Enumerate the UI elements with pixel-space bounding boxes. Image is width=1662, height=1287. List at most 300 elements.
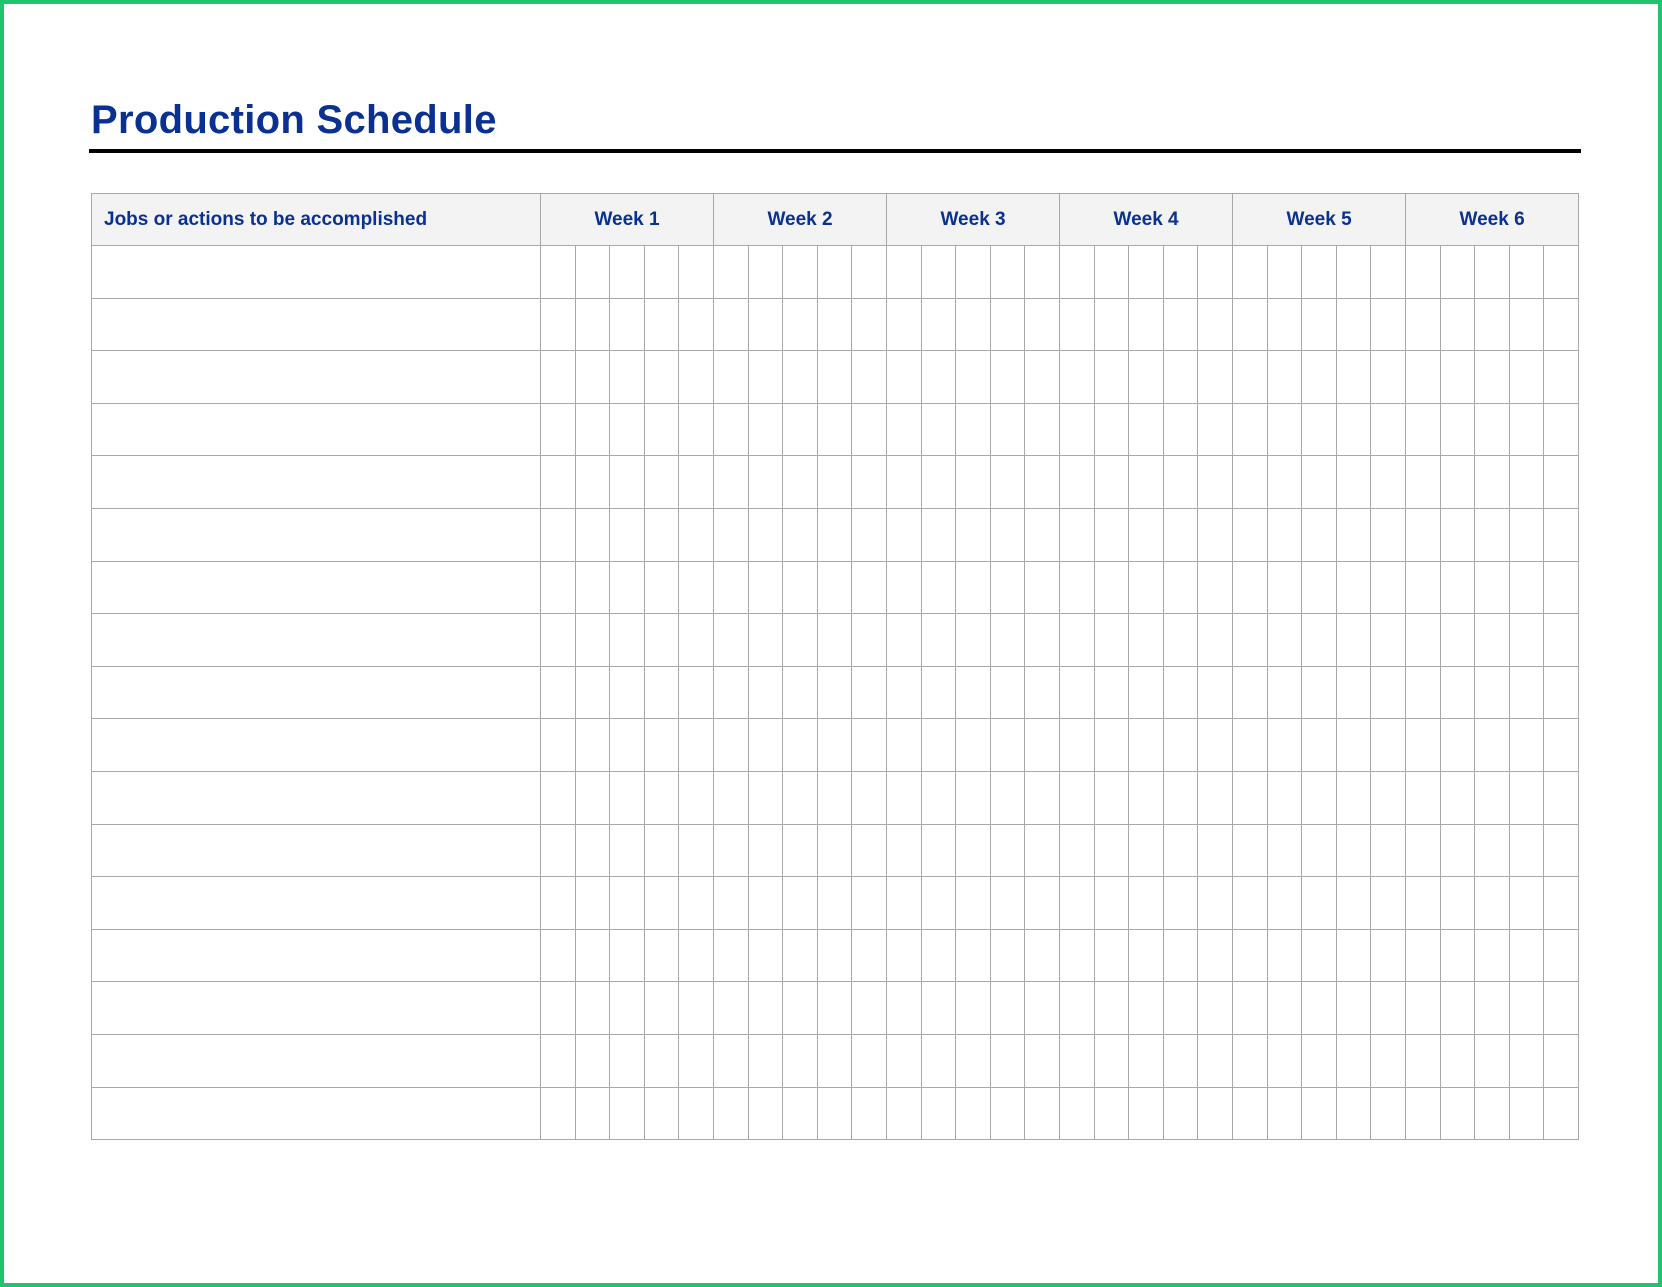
day-cell-week-5-day-3[interactable] bbox=[1302, 508, 1337, 561]
day-cell-week-6-day-2[interactable] bbox=[1440, 929, 1475, 982]
day-cell-week-5-day-5[interactable] bbox=[1371, 403, 1406, 456]
day-cell-week-5-day-1[interactable] bbox=[1233, 771, 1268, 824]
day-cell-week-1-day-5[interactable] bbox=[679, 719, 714, 772]
day-cell-week-4-day-3[interactable] bbox=[1129, 982, 1164, 1035]
day-cell-week-3-day-2[interactable] bbox=[921, 614, 956, 667]
day-cell-week-1-day-2[interactable] bbox=[575, 877, 610, 930]
day-cell-week-2-day-4[interactable] bbox=[817, 877, 852, 930]
day-cell-week-5-day-2[interactable] bbox=[1267, 666, 1302, 719]
day-cell-week-2-day-3[interactable] bbox=[783, 771, 818, 824]
day-cell-week-4-day-3[interactable] bbox=[1129, 403, 1164, 456]
day-cell-week-4-day-5[interactable] bbox=[1198, 877, 1233, 930]
day-cell-week-6-day-1[interactable] bbox=[1406, 351, 1441, 404]
day-cell-week-4-day-4[interactable] bbox=[1163, 508, 1198, 561]
day-cell-week-6-day-1[interactable] bbox=[1406, 666, 1441, 719]
day-cell-week-2-day-2[interactable] bbox=[748, 561, 783, 614]
day-cell-week-1-day-3[interactable] bbox=[610, 246, 645, 299]
day-cell-week-1-day-4[interactable] bbox=[644, 351, 679, 404]
day-cell-week-4-day-2[interactable] bbox=[1094, 1087, 1129, 1140]
day-cell-week-2-day-3[interactable] bbox=[783, 246, 818, 299]
day-cell-week-5-day-4[interactable] bbox=[1336, 614, 1371, 667]
day-cell-week-2-day-4[interactable] bbox=[817, 1034, 852, 1087]
day-cell-week-2-day-4[interactable] bbox=[817, 403, 852, 456]
day-cell-week-6-day-4[interactable] bbox=[1509, 877, 1544, 930]
day-cell-week-3-day-5[interactable] bbox=[1025, 877, 1060, 930]
day-cell-week-6-day-5[interactable] bbox=[1544, 614, 1579, 667]
day-cell-week-5-day-5[interactable] bbox=[1371, 824, 1406, 877]
day-cell-week-5-day-1[interactable] bbox=[1233, 403, 1268, 456]
day-cell-week-3-day-4[interactable] bbox=[990, 351, 1025, 404]
day-cell-week-4-day-4[interactable] bbox=[1163, 719, 1198, 772]
day-cell-week-4-day-4[interactable] bbox=[1163, 403, 1198, 456]
day-cell-week-1-day-2[interactable] bbox=[575, 298, 610, 351]
day-cell-week-4-day-3[interactable] bbox=[1129, 456, 1164, 509]
day-cell-week-1-day-1[interactable] bbox=[541, 929, 576, 982]
day-cell-week-1-day-2[interactable] bbox=[575, 1087, 610, 1140]
day-cell-week-6-day-1[interactable] bbox=[1406, 1087, 1441, 1140]
day-cell-week-3-day-5[interactable] bbox=[1025, 982, 1060, 1035]
day-cell-week-5-day-3[interactable] bbox=[1302, 1087, 1337, 1140]
day-cell-week-5-day-4[interactable] bbox=[1336, 246, 1371, 299]
day-cell-week-3-day-2[interactable] bbox=[921, 403, 956, 456]
day-cell-week-2-day-3[interactable] bbox=[783, 456, 818, 509]
day-cell-week-4-day-5[interactable] bbox=[1198, 929, 1233, 982]
day-cell-week-1-day-1[interactable] bbox=[541, 666, 576, 719]
day-cell-week-5-day-4[interactable] bbox=[1336, 719, 1371, 772]
day-cell-week-3-day-1[interactable] bbox=[887, 246, 922, 299]
day-cell-week-4-day-4[interactable] bbox=[1163, 771, 1198, 824]
day-cell-week-1-day-4[interactable] bbox=[644, 824, 679, 877]
day-cell-week-6-day-3[interactable] bbox=[1475, 561, 1510, 614]
day-cell-week-1-day-5[interactable] bbox=[679, 403, 714, 456]
day-cell-week-1-day-1[interactable] bbox=[541, 824, 576, 877]
day-cell-week-1-day-5[interactable] bbox=[679, 771, 714, 824]
day-cell-week-6-day-3[interactable] bbox=[1475, 771, 1510, 824]
day-cell-week-2-day-4[interactable] bbox=[817, 929, 852, 982]
day-cell-week-1-day-3[interactable] bbox=[610, 351, 645, 404]
day-cell-week-1-day-5[interactable] bbox=[679, 561, 714, 614]
day-cell-week-4-day-3[interactable] bbox=[1129, 508, 1164, 561]
day-cell-week-2-day-2[interactable] bbox=[748, 982, 783, 1035]
day-cell-week-5-day-1[interactable] bbox=[1233, 824, 1268, 877]
day-cell-week-2-day-3[interactable] bbox=[783, 508, 818, 561]
day-cell-week-2-day-2[interactable] bbox=[748, 666, 783, 719]
day-cell-week-1-day-1[interactable] bbox=[541, 351, 576, 404]
job-cell[interactable] bbox=[92, 771, 541, 824]
day-cell-week-4-day-4[interactable] bbox=[1163, 298, 1198, 351]
day-cell-week-3-day-5[interactable] bbox=[1025, 666, 1060, 719]
day-cell-week-4-day-1[interactable] bbox=[1060, 351, 1095, 404]
day-cell-week-5-day-4[interactable] bbox=[1336, 929, 1371, 982]
day-cell-week-2-day-5[interactable] bbox=[852, 929, 887, 982]
day-cell-week-6-day-5[interactable] bbox=[1544, 877, 1579, 930]
job-cell[interactable] bbox=[92, 351, 541, 404]
day-cell-week-4-day-4[interactable] bbox=[1163, 1087, 1198, 1140]
day-cell-week-6-day-5[interactable] bbox=[1544, 771, 1579, 824]
day-cell-week-2-day-4[interactable] bbox=[817, 246, 852, 299]
day-cell-week-4-day-3[interactable] bbox=[1129, 1087, 1164, 1140]
day-cell-week-2-day-4[interactable] bbox=[817, 719, 852, 772]
day-cell-week-2-day-5[interactable] bbox=[852, 982, 887, 1035]
day-cell-week-3-day-5[interactable] bbox=[1025, 298, 1060, 351]
day-cell-week-1-day-1[interactable] bbox=[541, 1087, 576, 1140]
day-cell-week-1-day-2[interactable] bbox=[575, 403, 610, 456]
day-cell-week-3-day-4[interactable] bbox=[990, 1034, 1025, 1087]
day-cell-week-5-day-3[interactable] bbox=[1302, 982, 1337, 1035]
day-cell-week-3-day-3[interactable] bbox=[956, 1034, 991, 1087]
day-cell-week-4-day-5[interactable] bbox=[1198, 719, 1233, 772]
day-cell-week-6-day-2[interactable] bbox=[1440, 666, 1475, 719]
day-cell-week-6-day-4[interactable] bbox=[1509, 929, 1544, 982]
day-cell-week-4-day-1[interactable] bbox=[1060, 1034, 1095, 1087]
day-cell-week-4-day-2[interactable] bbox=[1094, 403, 1129, 456]
day-cell-week-3-day-4[interactable] bbox=[990, 246, 1025, 299]
day-cell-week-1-day-2[interactable] bbox=[575, 719, 610, 772]
day-cell-week-3-day-5[interactable] bbox=[1025, 771, 1060, 824]
day-cell-week-6-day-4[interactable] bbox=[1509, 351, 1544, 404]
day-cell-week-5-day-5[interactable] bbox=[1371, 929, 1406, 982]
day-cell-week-1-day-3[interactable] bbox=[610, 403, 645, 456]
day-cell-week-2-day-3[interactable] bbox=[783, 298, 818, 351]
day-cell-week-2-day-5[interactable] bbox=[852, 824, 887, 877]
day-cell-week-2-day-5[interactable] bbox=[852, 1087, 887, 1140]
day-cell-week-1-day-2[interactable] bbox=[575, 246, 610, 299]
job-cell[interactable] bbox=[92, 982, 541, 1035]
day-cell-week-4-day-4[interactable] bbox=[1163, 456, 1198, 509]
day-cell-week-6-day-2[interactable] bbox=[1440, 982, 1475, 1035]
day-cell-week-1-day-4[interactable] bbox=[644, 666, 679, 719]
day-cell-week-5-day-5[interactable] bbox=[1371, 298, 1406, 351]
day-cell-week-4-day-3[interactable] bbox=[1129, 877, 1164, 930]
day-cell-week-6-day-3[interactable] bbox=[1475, 1034, 1510, 1087]
day-cell-week-3-day-5[interactable] bbox=[1025, 929, 1060, 982]
job-cell[interactable] bbox=[92, 877, 541, 930]
day-cell-week-2-day-1[interactable] bbox=[714, 614, 749, 667]
day-cell-week-5-day-2[interactable] bbox=[1267, 508, 1302, 561]
day-cell-week-2-day-4[interactable] bbox=[817, 456, 852, 509]
day-cell-week-4-day-1[interactable] bbox=[1060, 982, 1095, 1035]
day-cell-week-6-day-5[interactable] bbox=[1544, 1034, 1579, 1087]
day-cell-week-4-day-5[interactable] bbox=[1198, 351, 1233, 404]
day-cell-week-1-day-1[interactable] bbox=[541, 982, 576, 1035]
day-cell-week-3-day-2[interactable] bbox=[921, 719, 956, 772]
day-cell-week-2-day-3[interactable] bbox=[783, 877, 818, 930]
day-cell-week-1-day-4[interactable] bbox=[644, 877, 679, 930]
day-cell-week-2-day-5[interactable] bbox=[852, 298, 887, 351]
day-cell-week-5-day-1[interactable] bbox=[1233, 351, 1268, 404]
day-cell-week-4-day-5[interactable] bbox=[1198, 298, 1233, 351]
day-cell-week-5-day-1[interactable] bbox=[1233, 614, 1268, 667]
day-cell-week-2-day-2[interactable] bbox=[748, 877, 783, 930]
day-cell-week-6-day-2[interactable] bbox=[1440, 719, 1475, 772]
day-cell-week-4-day-5[interactable] bbox=[1198, 1087, 1233, 1140]
day-cell-week-1-day-2[interactable] bbox=[575, 456, 610, 509]
day-cell-week-6-day-1[interactable] bbox=[1406, 877, 1441, 930]
day-cell-week-6-day-1[interactable] bbox=[1406, 561, 1441, 614]
day-cell-week-2-day-2[interactable] bbox=[748, 403, 783, 456]
day-cell-week-2-day-3[interactable] bbox=[783, 1034, 818, 1087]
day-cell-week-4-day-5[interactable] bbox=[1198, 456, 1233, 509]
day-cell-week-2-day-2[interactable] bbox=[748, 771, 783, 824]
day-cell-week-3-day-3[interactable] bbox=[956, 666, 991, 719]
day-cell-week-6-day-5[interactable] bbox=[1544, 508, 1579, 561]
day-cell-week-3-day-5[interactable] bbox=[1025, 508, 1060, 561]
day-cell-week-4-day-3[interactable] bbox=[1129, 561, 1164, 614]
day-cell-week-6-day-3[interactable] bbox=[1475, 614, 1510, 667]
day-cell-week-6-day-3[interactable] bbox=[1475, 508, 1510, 561]
day-cell-week-4-day-4[interactable] bbox=[1163, 1034, 1198, 1087]
day-cell-week-3-day-5[interactable] bbox=[1025, 456, 1060, 509]
day-cell-week-2-day-1[interactable] bbox=[714, 508, 749, 561]
day-cell-week-5-day-5[interactable] bbox=[1371, 508, 1406, 561]
day-cell-week-5-day-2[interactable] bbox=[1267, 561, 1302, 614]
day-cell-week-5-day-1[interactable] bbox=[1233, 1034, 1268, 1087]
day-cell-week-5-day-2[interactable] bbox=[1267, 929, 1302, 982]
day-cell-week-3-day-1[interactable] bbox=[887, 982, 922, 1035]
day-cell-week-6-day-5[interactable] bbox=[1544, 246, 1579, 299]
day-cell-week-3-day-2[interactable] bbox=[921, 929, 956, 982]
day-cell-week-1-day-5[interactable] bbox=[679, 456, 714, 509]
day-cell-week-4-day-2[interactable] bbox=[1094, 1034, 1129, 1087]
job-cell[interactable] bbox=[92, 1087, 541, 1140]
job-cell[interactable] bbox=[92, 561, 541, 614]
day-cell-week-6-day-3[interactable] bbox=[1475, 456, 1510, 509]
day-cell-week-2-day-3[interactable] bbox=[783, 403, 818, 456]
day-cell-week-3-day-4[interactable] bbox=[990, 666, 1025, 719]
day-cell-week-3-day-4[interactable] bbox=[990, 824, 1025, 877]
day-cell-week-5-day-3[interactable] bbox=[1302, 929, 1337, 982]
day-cell-week-2-day-1[interactable] bbox=[714, 929, 749, 982]
day-cell-week-1-day-4[interactable] bbox=[644, 929, 679, 982]
day-cell-week-3-day-4[interactable] bbox=[990, 614, 1025, 667]
day-cell-week-1-day-2[interactable] bbox=[575, 982, 610, 1035]
day-cell-week-4-day-3[interactable] bbox=[1129, 351, 1164, 404]
day-cell-week-6-day-1[interactable] bbox=[1406, 246, 1441, 299]
day-cell-week-6-day-5[interactable] bbox=[1544, 824, 1579, 877]
day-cell-week-3-day-5[interactable] bbox=[1025, 561, 1060, 614]
day-cell-week-6-day-4[interactable] bbox=[1509, 403, 1544, 456]
day-cell-week-3-day-1[interactable] bbox=[887, 403, 922, 456]
day-cell-week-5-day-3[interactable] bbox=[1302, 403, 1337, 456]
day-cell-week-5-day-5[interactable] bbox=[1371, 877, 1406, 930]
day-cell-week-1-day-5[interactable] bbox=[679, 929, 714, 982]
day-cell-week-2-day-2[interactable] bbox=[748, 1034, 783, 1087]
day-cell-week-4-day-1[interactable] bbox=[1060, 877, 1095, 930]
day-cell-week-2-day-1[interactable] bbox=[714, 298, 749, 351]
day-cell-week-6-day-3[interactable] bbox=[1475, 877, 1510, 930]
day-cell-week-1-day-5[interactable] bbox=[679, 298, 714, 351]
day-cell-week-6-day-3[interactable] bbox=[1475, 351, 1510, 404]
day-cell-week-2-day-4[interactable] bbox=[817, 771, 852, 824]
day-cell-week-4-day-1[interactable] bbox=[1060, 1087, 1095, 1140]
day-cell-week-5-day-4[interactable] bbox=[1336, 666, 1371, 719]
day-cell-week-3-day-1[interactable] bbox=[887, 298, 922, 351]
day-cell-week-1-day-5[interactable] bbox=[679, 614, 714, 667]
day-cell-week-1-day-3[interactable] bbox=[610, 456, 645, 509]
day-cell-week-2-day-3[interactable] bbox=[783, 982, 818, 1035]
day-cell-week-1-day-3[interactable] bbox=[610, 929, 645, 982]
day-cell-week-1-day-5[interactable] bbox=[679, 1034, 714, 1087]
day-cell-week-1-day-2[interactable] bbox=[575, 824, 610, 877]
day-cell-week-5-day-4[interactable] bbox=[1336, 1087, 1371, 1140]
day-cell-week-3-day-5[interactable] bbox=[1025, 614, 1060, 667]
day-cell-week-1-day-5[interactable] bbox=[679, 824, 714, 877]
day-cell-week-1-day-4[interactable] bbox=[644, 561, 679, 614]
day-cell-week-2-day-2[interactable] bbox=[748, 456, 783, 509]
day-cell-week-4-day-3[interactable] bbox=[1129, 298, 1164, 351]
day-cell-week-4-day-1[interactable] bbox=[1060, 719, 1095, 772]
day-cell-week-5-day-5[interactable] bbox=[1371, 351, 1406, 404]
day-cell-week-4-day-3[interactable] bbox=[1129, 929, 1164, 982]
day-cell-week-6-day-1[interactable] bbox=[1406, 614, 1441, 667]
day-cell-week-6-day-4[interactable] bbox=[1509, 508, 1544, 561]
day-cell-week-1-day-3[interactable] bbox=[610, 1087, 645, 1140]
day-cell-week-3-day-1[interactable] bbox=[887, 508, 922, 561]
day-cell-week-4-day-5[interactable] bbox=[1198, 508, 1233, 561]
day-cell-week-2-day-1[interactable] bbox=[714, 982, 749, 1035]
day-cell-week-1-day-1[interactable] bbox=[541, 561, 576, 614]
day-cell-week-1-day-5[interactable] bbox=[679, 1087, 714, 1140]
day-cell-week-5-day-1[interactable] bbox=[1233, 561, 1268, 614]
day-cell-week-2-day-2[interactable] bbox=[748, 719, 783, 772]
day-cell-week-2-day-1[interactable] bbox=[714, 824, 749, 877]
day-cell-week-2-day-4[interactable] bbox=[817, 982, 852, 1035]
job-cell[interactable] bbox=[92, 824, 541, 877]
day-cell-week-6-day-3[interactable] bbox=[1475, 246, 1510, 299]
day-cell-week-4-day-5[interactable] bbox=[1198, 1034, 1233, 1087]
day-cell-week-1-day-3[interactable] bbox=[610, 771, 645, 824]
day-cell-week-5-day-3[interactable] bbox=[1302, 824, 1337, 877]
job-cell[interactable] bbox=[92, 508, 541, 561]
day-cell-week-4-day-5[interactable] bbox=[1198, 561, 1233, 614]
day-cell-week-5-day-1[interactable] bbox=[1233, 929, 1268, 982]
day-cell-week-2-day-5[interactable] bbox=[852, 246, 887, 299]
day-cell-week-4-day-4[interactable] bbox=[1163, 929, 1198, 982]
day-cell-week-5-day-3[interactable] bbox=[1302, 877, 1337, 930]
day-cell-week-3-day-3[interactable] bbox=[956, 614, 991, 667]
day-cell-week-5-day-5[interactable] bbox=[1371, 614, 1406, 667]
day-cell-week-3-day-1[interactable] bbox=[887, 666, 922, 719]
day-cell-week-6-day-3[interactable] bbox=[1475, 298, 1510, 351]
day-cell-week-1-day-2[interactable] bbox=[575, 351, 610, 404]
job-cell[interactable] bbox=[92, 719, 541, 772]
day-cell-week-3-day-2[interactable] bbox=[921, 351, 956, 404]
day-cell-week-6-day-4[interactable] bbox=[1509, 824, 1544, 877]
day-cell-week-6-day-1[interactable] bbox=[1406, 298, 1441, 351]
day-cell-week-2-day-3[interactable] bbox=[783, 666, 818, 719]
day-cell-week-1-day-2[interactable] bbox=[575, 666, 610, 719]
day-cell-week-1-day-3[interactable] bbox=[610, 561, 645, 614]
day-cell-week-6-day-4[interactable] bbox=[1509, 1087, 1544, 1140]
day-cell-week-4-day-1[interactable] bbox=[1060, 771, 1095, 824]
job-cell[interactable] bbox=[92, 666, 541, 719]
day-cell-week-3-day-1[interactable] bbox=[887, 929, 922, 982]
day-cell-week-2-day-5[interactable] bbox=[852, 771, 887, 824]
day-cell-week-3-day-3[interactable] bbox=[956, 877, 991, 930]
day-cell-week-2-day-2[interactable] bbox=[748, 1087, 783, 1140]
day-cell-week-6-day-4[interactable] bbox=[1509, 614, 1544, 667]
day-cell-week-4-day-1[interactable] bbox=[1060, 824, 1095, 877]
day-cell-week-6-day-4[interactable] bbox=[1509, 456, 1544, 509]
day-cell-week-2-day-5[interactable] bbox=[852, 561, 887, 614]
job-cell[interactable] bbox=[92, 298, 541, 351]
day-cell-week-6-day-4[interactable] bbox=[1509, 982, 1544, 1035]
day-cell-week-3-day-1[interactable] bbox=[887, 1034, 922, 1087]
day-cell-week-2-day-4[interactable] bbox=[817, 561, 852, 614]
day-cell-week-4-day-1[interactable] bbox=[1060, 456, 1095, 509]
day-cell-week-4-day-1[interactable] bbox=[1060, 508, 1095, 561]
day-cell-week-4-day-4[interactable] bbox=[1163, 246, 1198, 299]
day-cell-week-1-day-4[interactable] bbox=[644, 246, 679, 299]
day-cell-week-4-day-5[interactable] bbox=[1198, 771, 1233, 824]
day-cell-week-3-day-1[interactable] bbox=[887, 456, 922, 509]
day-cell-week-1-day-3[interactable] bbox=[610, 824, 645, 877]
day-cell-week-2-day-2[interactable] bbox=[748, 614, 783, 667]
day-cell-week-5-day-3[interactable] bbox=[1302, 719, 1337, 772]
day-cell-week-2-day-4[interactable] bbox=[817, 351, 852, 404]
day-cell-week-2-day-5[interactable] bbox=[852, 877, 887, 930]
day-cell-week-5-day-4[interactable] bbox=[1336, 456, 1371, 509]
day-cell-week-5-day-5[interactable] bbox=[1371, 1034, 1406, 1087]
day-cell-week-3-day-3[interactable] bbox=[956, 929, 991, 982]
day-cell-week-2-day-2[interactable] bbox=[748, 824, 783, 877]
day-cell-week-5-day-4[interactable] bbox=[1336, 351, 1371, 404]
day-cell-week-4-day-4[interactable] bbox=[1163, 982, 1198, 1035]
day-cell-week-6-day-3[interactable] bbox=[1475, 982, 1510, 1035]
day-cell-week-2-day-1[interactable] bbox=[714, 719, 749, 772]
day-cell-week-6-day-2[interactable] bbox=[1440, 456, 1475, 509]
day-cell-week-2-day-5[interactable] bbox=[852, 614, 887, 667]
day-cell-week-2-day-1[interactable] bbox=[714, 561, 749, 614]
day-cell-week-5-day-4[interactable] bbox=[1336, 403, 1371, 456]
day-cell-week-3-day-1[interactable] bbox=[887, 561, 922, 614]
day-cell-week-5-day-5[interactable] bbox=[1371, 719, 1406, 772]
day-cell-week-6-day-5[interactable] bbox=[1544, 982, 1579, 1035]
day-cell-week-4-day-2[interactable] bbox=[1094, 614, 1129, 667]
day-cell-week-1-day-4[interactable] bbox=[644, 456, 679, 509]
day-cell-week-2-day-5[interactable] bbox=[852, 508, 887, 561]
day-cell-week-2-day-1[interactable] bbox=[714, 1034, 749, 1087]
day-cell-week-3-day-1[interactable] bbox=[887, 719, 922, 772]
day-cell-week-3-day-1[interactable] bbox=[887, 1087, 922, 1140]
day-cell-week-4-day-2[interactable] bbox=[1094, 246, 1129, 299]
day-cell-week-3-day-3[interactable] bbox=[956, 403, 991, 456]
day-cell-week-2-day-1[interactable] bbox=[714, 246, 749, 299]
day-cell-week-5-day-2[interactable] bbox=[1267, 298, 1302, 351]
day-cell-week-4-day-4[interactable] bbox=[1163, 824, 1198, 877]
day-cell-week-5-day-1[interactable] bbox=[1233, 982, 1268, 1035]
day-cell-week-4-day-3[interactable] bbox=[1129, 824, 1164, 877]
day-cell-week-2-day-5[interactable] bbox=[852, 719, 887, 772]
day-cell-week-6-day-3[interactable] bbox=[1475, 403, 1510, 456]
day-cell-week-2-day-3[interactable] bbox=[783, 824, 818, 877]
day-cell-week-2-day-5[interactable] bbox=[852, 1034, 887, 1087]
day-cell-week-5-day-3[interactable] bbox=[1302, 614, 1337, 667]
day-cell-week-5-day-2[interactable] bbox=[1267, 456, 1302, 509]
day-cell-week-4-day-5[interactable] bbox=[1198, 982, 1233, 1035]
day-cell-week-3-day-2[interactable] bbox=[921, 246, 956, 299]
day-cell-week-5-day-2[interactable] bbox=[1267, 246, 1302, 299]
day-cell-week-5-day-1[interactable] bbox=[1233, 877, 1268, 930]
day-cell-week-3-day-5[interactable] bbox=[1025, 1034, 1060, 1087]
day-cell-week-5-day-1[interactable] bbox=[1233, 666, 1268, 719]
day-cell-week-5-day-3[interactable] bbox=[1302, 771, 1337, 824]
day-cell-week-3-day-2[interactable] bbox=[921, 1087, 956, 1140]
day-cell-week-5-day-3[interactable] bbox=[1302, 456, 1337, 509]
day-cell-week-2-day-3[interactable] bbox=[783, 351, 818, 404]
day-cell-week-2-day-3[interactable] bbox=[783, 719, 818, 772]
day-cell-week-6-day-2[interactable] bbox=[1440, 1034, 1475, 1087]
